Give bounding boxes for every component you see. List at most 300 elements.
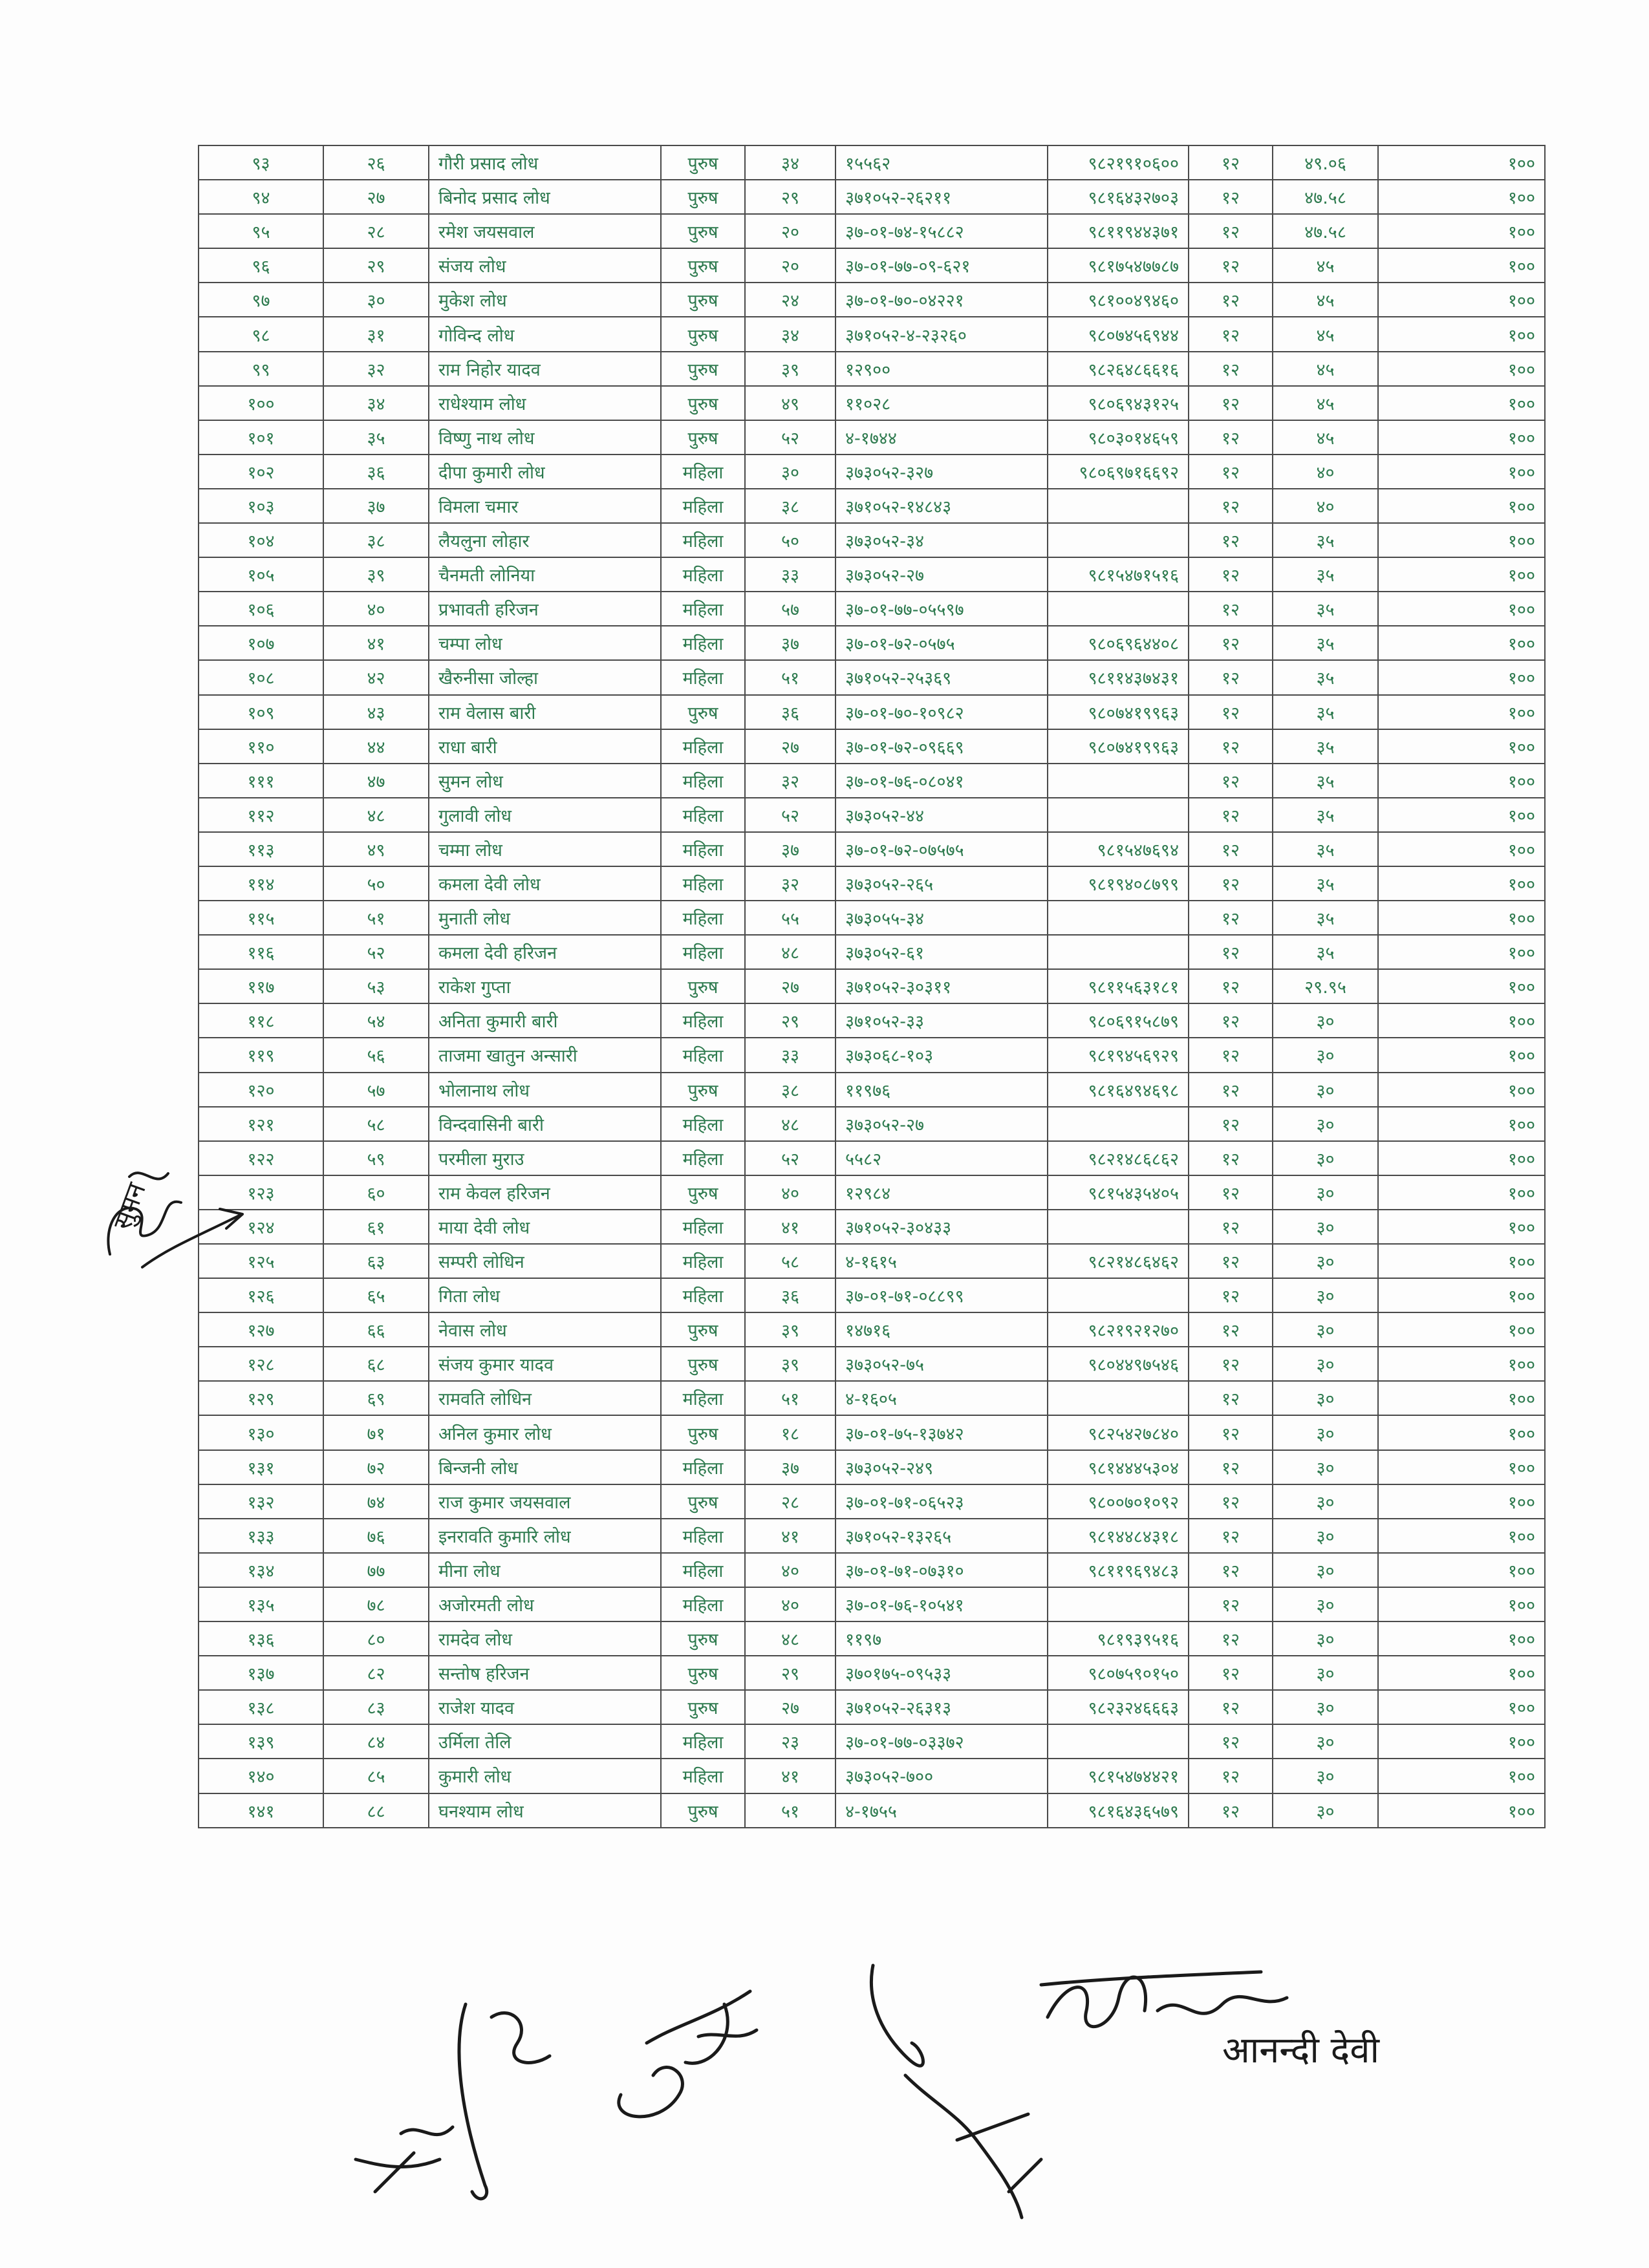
cell-name: दीपा कुमारी लोध [429,455,661,489]
cell-group: १२ [1189,1793,1273,1828]
signature-4 [1028,1940,1442,2082]
table-row [199,489,1545,523]
cell-phone: ९८०६९१५८७९ [1048,1003,1189,1038]
cell-serial: १३० [199,1415,323,1450]
cell-name: राज कुमार जयसवाल [429,1484,661,1519]
cell-score: ४० [1273,455,1378,489]
cell-name: राम केवल हरिजन [429,1175,661,1210]
cell-gender: महिला [661,866,745,901]
table-row [199,1553,1545,1587]
cell-name: मीना लोध [429,1553,661,1587]
cell-percent: १०० [1378,317,1545,351]
cell-serial: १३३ [199,1519,323,1553]
cell-serial: १०४ [199,523,323,557]
cell-group: १२ [1189,1278,1273,1312]
cell-serial: १२२ [199,1141,323,1175]
cell-percent: १०० [1378,557,1545,592]
cell-gender: पुरुष [661,248,745,283]
cell-name: घनश्याम लोध [429,1793,661,1828]
cell-group: १२ [1189,1244,1273,1278]
cell-citizenship: ३७१०५२-१३२६५ [835,1519,1048,1553]
cell-citizenship: ३७-०१-७१-०७३१० [835,1553,1048,1587]
cell-gender: पुरुष [661,969,745,1003]
cell-age: २० [745,248,835,283]
cell-name: रामवति लोधिन [429,1381,661,1415]
cell-roll: ७६ [323,1519,429,1553]
cell-age: ३६ [745,1278,835,1312]
cell-citizenship: ३७१०५२-२६३१३ [835,1690,1048,1724]
cell-phone: ९८१७५४७७८७ [1048,248,1189,283]
cell-group: १२ [1189,764,1273,798]
cell-percent: १०० [1378,626,1545,660]
cell-group: १२ [1189,489,1273,523]
table-row [199,557,1545,592]
cell-gender: पुरुष [661,317,745,351]
cell-roll: ५७ [323,1073,429,1107]
cell-age: ४० [745,1175,835,1210]
cell-gender: महिला [661,1553,745,1587]
cell-phone: ९८२६४८६६१६ [1048,352,1189,386]
cell-percent: १०० [1378,420,1545,455]
table-row [199,798,1545,832]
cell-phone: ९८०७४५६९४४ [1048,317,1189,351]
cell-percent: १०० [1378,798,1545,832]
cell-serial: १११ [199,764,323,798]
cell-name: माया देवी लोध [429,1210,661,1244]
cell-roll: ८४ [323,1724,429,1759]
cell-phone: ९८१४४८४३१८ [1048,1519,1189,1553]
cell-percent: १०० [1378,832,1545,866]
cell-percent: १०० [1378,1278,1545,1312]
cell-score: ३५ [1273,523,1378,557]
cell-phone [1048,764,1189,798]
cell-serial: १३२ [199,1484,323,1519]
cell-serial: ११८ [199,1003,323,1038]
cell-phone: ९८१६४३६५७९ [1048,1793,1189,1828]
cell-name: राम वेलास बारी [429,695,661,729]
cell-gender: महिला [661,1381,745,1415]
cell-group: १२ [1189,386,1273,420]
table-row [199,1381,1545,1415]
table-row [199,317,1545,351]
cell-citizenship: १२९८४ [835,1175,1048,1210]
cell-gender: महिला [661,798,745,832]
cell-name: राधेश्याम लोध [429,386,661,420]
cell-roll: ७१ [323,1415,429,1450]
cell-serial: ११० [199,729,323,764]
cell-percent: १०० [1378,1141,1545,1175]
cell-age: २४ [745,283,835,317]
cell-score: ४५ [1273,420,1378,455]
cell-roll: ६३ [323,1244,429,1278]
cell-percent: १०० [1378,1415,1545,1450]
cell-percent: १०० [1378,283,1545,317]
cell-age: ३९ [745,352,835,386]
cell-age: ३४ [745,145,835,180]
cell-serial: ९४ [199,180,323,214]
cell-percent: १०० [1378,1759,1545,1793]
cell-serial: १०९ [199,695,323,729]
cell-gender: महिला [661,1107,745,1141]
cell-age: २७ [745,729,835,764]
cell-age: ५१ [745,1381,835,1415]
table-row [199,1724,1545,1759]
cell-roll: ७७ [323,1553,429,1587]
cell-phone: ९८१५४७४४२१ [1048,1759,1189,1793]
cell-age: ५१ [745,1793,835,1828]
cell-name: रमेश जयसवाल [429,214,661,248]
cell-score: ३० [1273,1038,1378,1072]
cell-percent: १०० [1378,1312,1545,1347]
cell-group: १२ [1189,1759,1273,1793]
cell-group: १२ [1189,1003,1273,1038]
cell-roll: ८० [323,1621,429,1656]
cell-score: ३५ [1273,901,1378,935]
cell-citizenship: ३७१०५२-३०३११ [835,969,1048,1003]
cell-gender: महिला [661,660,745,694]
table-row [199,248,1545,283]
cell-gender: पुरुष [661,1484,745,1519]
cell-name: राजेश यादव [429,1690,661,1724]
cell-phone: ९८०४४९७५४६ [1048,1347,1189,1381]
cell-percent: १०० [1378,489,1545,523]
table-row [199,901,1545,935]
cell-score: ३० [1273,1690,1378,1724]
cell-percent: १०० [1378,969,1545,1003]
cell-gender: पुरुष [661,1073,745,1107]
cell-phone: ९८२३२४६६६३ [1048,1690,1189,1724]
table-row [199,1210,1545,1244]
cell-age: ५५ [745,901,835,935]
cell-age: २९ [745,1003,835,1038]
cell-gender: महिला [661,1141,745,1175]
table-row [199,1759,1545,1793]
cell-age: २८ [745,1484,835,1519]
cell-roll: ५१ [323,901,429,935]
table-row [199,592,1545,626]
cell-serial: ११६ [199,935,323,969]
cell-phone: ९८१००४९४६० [1048,283,1189,317]
cell-percent: १०० [1378,1519,1545,1553]
cell-gender: महिला [661,592,745,626]
cell-name: गोविन्द लोध [429,317,661,351]
table-row [199,1621,1545,1656]
cell-phone: ९८०७४१९९६३ [1048,729,1189,764]
cell-roll: ८८ [323,1793,429,1828]
cell-roll: ६० [323,1175,429,1210]
cell-gender: महिला [661,455,745,489]
cell-citizenship: ३७-०१-७७-०५५९७ [835,592,1048,626]
table-row [199,1038,1545,1072]
cell-score: ३५ [1273,557,1378,592]
cell-serial: १०१ [199,420,323,455]
cell-score: ३० [1273,1656,1378,1690]
cell-percent: १०० [1378,145,1545,180]
cell-roll: २७ [323,180,429,214]
cell-citizenship: ३७३०५५-३४ [835,901,1048,935]
cell-roll: ४० [323,592,429,626]
cell-group: १२ [1189,798,1273,832]
cell-roll: ५३ [323,969,429,1003]
cell-gender: पुरुष [661,145,745,180]
cell-serial: १३१ [199,1450,323,1484]
cell-citizenship: ३७३०५२-२७ [835,557,1048,592]
cell-percent: १०० [1378,1073,1545,1107]
cell-gender: पुरुष [661,1312,745,1347]
cell-serial: ९६ [199,248,323,283]
cell-name: ताजमा खातुन अन्सारी [429,1038,661,1072]
cell-group: १२ [1189,180,1273,214]
cell-phone [1048,1724,1189,1759]
cell-serial: १३७ [199,1656,323,1690]
cell-age: ३६ [745,695,835,729]
cell-roll: ३० [323,283,429,317]
cell-group: १२ [1189,1381,1273,1415]
cell-percent: १०० [1378,1450,1545,1484]
cell-group: १२ [1189,1656,1273,1690]
cell-phone: ९८११९६९४८३ [1048,1553,1189,1587]
cell-percent: १०० [1378,1484,1545,1519]
cell-roll: ३५ [323,420,429,455]
cell-name: संजय लोध [429,248,661,283]
cell-citizenship: ३७१०५२-१४८४३ [835,489,1048,523]
cell-phone: ९८१६४९४६९८ [1048,1073,1189,1107]
cell-score: २९.९५ [1273,969,1378,1003]
cell-group: १२ [1189,1484,1273,1519]
cell-score: ४५ [1273,283,1378,317]
cell-phone: ९८२१४८६८६२ [1048,1141,1189,1175]
cell-serial: १२६ [199,1278,323,1312]
cell-percent: १०० [1378,1690,1545,1724]
cell-citizenship: ४-१६०५ [835,1381,1048,1415]
cell-score: ३० [1273,1793,1378,1828]
cell-serial: १०३ [199,489,323,523]
cell-name: बिनोद प्रसाद लोध [429,180,661,214]
cell-serial: १३५ [199,1587,323,1621]
table-row [199,352,1545,386]
margin-note: सुमन [107,1179,152,1234]
cell-group: १२ [1189,145,1273,180]
cell-percent: १०० [1378,1210,1545,1244]
cell-group: १२ [1189,660,1273,694]
table-row [199,420,1545,455]
cell-citizenship: ३७-०१-७७-०३३७२ [835,1724,1048,1759]
cell-roll: ६८ [323,1347,429,1381]
cell-score: ३५ [1273,935,1378,969]
cell-phone: ९८१५४३५४०५ [1048,1175,1189,1210]
table-row [199,1347,1545,1381]
cell-score: ३५ [1273,764,1378,798]
cell-serial: ११७ [199,969,323,1003]
cell-serial: १२४ [199,1210,323,1244]
cell-age: ४१ [745,1759,835,1793]
cell-citizenship: ४-१६१५ [835,1244,1048,1278]
cell-serial: १०० [199,386,323,420]
table-body [199,145,1545,1828]
cell-age: ४० [745,1587,835,1621]
cell-phone [1048,1278,1189,1312]
cell-citizenship: ३७३०५२-२६५ [835,866,1048,901]
cell-name: परमीला मुराउ [429,1141,661,1175]
table-row [199,455,1545,489]
cell-age: ३३ [745,1038,835,1072]
cell-citizenship: ३७१०५२-४-२३२६० [835,317,1048,351]
cell-phone: ९८११४३७४३१ [1048,660,1189,694]
cell-group: १२ [1189,1038,1273,1072]
cell-group: १२ [1189,523,1273,557]
cell-serial: १३९ [199,1724,323,1759]
cell-citizenship: ३७-०१-७७-०९-६२१ [835,248,1048,283]
table-row [199,729,1545,764]
cell-citizenship: ३७३०५२-४४ [835,798,1048,832]
cell-group: १२ [1189,317,1273,351]
cell-roll: ५८ [323,1107,429,1141]
table-row [199,1107,1545,1141]
cell-percent: १०० [1378,352,1545,386]
cell-percent: १०० [1378,214,1545,248]
cell-serial: १२८ [199,1347,323,1381]
cell-citizenship: ३७-०१-७१-०८८९९ [835,1278,1048,1312]
cell-group: १२ [1189,283,1273,317]
cell-group: १२ [1189,214,1273,248]
cell-serial: ११३ [199,832,323,866]
cell-gender: पुरुष [661,1621,745,1656]
table-row [199,1415,1545,1450]
cell-age: ५२ [745,420,835,455]
cell-age: ३७ [745,626,835,660]
cell-percent: १०० [1378,523,1545,557]
cell-name: खैरुनीसा जोल्हा [429,660,661,694]
cell-roll: ३८ [323,523,429,557]
table-row [199,1141,1545,1175]
cell-age: ४९ [745,386,835,420]
cell-gender: पुरुष [661,352,745,386]
cell-group: १२ [1189,248,1273,283]
cell-percent: १०० [1378,866,1545,901]
cell-name: भोलानाथ लोध [429,1073,661,1107]
cell-roll: २९ [323,248,429,283]
cell-gender: पुरुष [661,386,745,420]
cell-roll: ७४ [323,1484,429,1519]
cell-group: १२ [1189,901,1273,935]
cell-citizenship: ३७-०१-७५-१३७४२ [835,1415,1048,1450]
cell-gender: महिला [661,1759,745,1793]
cell-age: ३९ [745,1347,835,1381]
cell-name: संजय कुमार यादव [429,1347,661,1381]
cell-phone [1048,935,1189,969]
cell-citizenship: ३७-०१-७२-०७५७५ [835,832,1048,866]
cell-percent: १०० [1378,764,1545,798]
cell-name: गौरी प्रसाद लोध [429,145,661,180]
cell-gender: महिला [661,901,745,935]
cell-age: ४० [745,1553,835,1587]
cell-gender: महिला [661,1003,745,1038]
cell-score: ३५ [1273,592,1378,626]
cell-roll: ४७ [323,764,429,798]
cell-serial: ११५ [199,901,323,935]
cell-gender: पुरुष [661,1175,745,1210]
cell-serial: ९७ [199,283,323,317]
cell-roll: ४२ [323,660,429,694]
cell-percent: १०० [1378,660,1545,694]
cell-citizenship: १५५६२ [835,145,1048,180]
cell-age: ३९ [745,1312,835,1347]
cell-name: कमला देवी लोध [429,866,661,901]
cell-group: १२ [1189,695,1273,729]
table-row [199,1793,1545,1828]
cell-name: विष्णु नाथ लोध [429,420,661,455]
cell-age: २९ [745,1656,835,1690]
cell-gender: महिला [661,764,745,798]
cell-score: ३० [1273,1141,1378,1175]
cell-name: विन्दवासिनी बारी [429,1107,661,1141]
cell-group: १२ [1189,626,1273,660]
cell-phone: ९८०७५९०१५० [1048,1656,1189,1690]
cell-roll: ५६ [323,1038,429,1072]
cell-score: ३० [1273,1484,1378,1519]
cell-citizenship: ३७३०५२-६१ [835,935,1048,969]
cell-age: ५८ [745,1244,835,1278]
cell-percent: १०० [1378,248,1545,283]
cell-phone: ९८११५६३१८१ [1048,969,1189,1003]
cell-name: अनिता कुमारी बारी [429,1003,661,1038]
cell-age: ३२ [745,866,835,901]
cell-roll: ६५ [323,1278,429,1312]
cell-age: २९ [745,180,835,214]
cell-gender: महिला [661,523,745,557]
cell-score: ४० [1273,489,1378,523]
cell-gender: महिला [661,489,745,523]
cell-roll: ८५ [323,1759,429,1793]
cell-gender: पुरुष [661,1347,745,1381]
table-row [199,866,1545,901]
cell-serial: १२५ [199,1244,323,1278]
cell-age: ३८ [745,489,835,523]
cell-score: ३५ [1273,798,1378,832]
cell-gender: पुरुष [661,420,745,455]
cell-score: ३० [1273,1553,1378,1587]
cell-age: ४८ [745,1107,835,1141]
cell-percent: १०० [1378,455,1545,489]
cell-gender: महिला [661,626,745,660]
cell-serial: ९५ [199,214,323,248]
cell-phone [1048,1210,1189,1244]
cell-gender: पुरुष [661,283,745,317]
cell-citizenship: ३७१०५२-३०४३३ [835,1210,1048,1244]
table-row [199,214,1545,248]
cell-gender: महिला [661,1519,745,1553]
table-row [199,935,1545,969]
table-row [199,1587,1545,1621]
cell-gender: पुरुष [661,1793,745,1828]
cell-score: ४७.५८ [1273,214,1378,248]
cell-serial: ११९ [199,1038,323,1072]
table-row [199,695,1545,729]
cell-roll: ४३ [323,695,429,729]
cell-gender: महिला [661,1038,745,1072]
cell-gender: पुरुष [661,180,745,214]
table-row [199,1278,1545,1312]
cell-name: लैयलुना लोहार [429,523,661,557]
cell-score: ३० [1273,1415,1378,1450]
cell-citizenship: ३७-०१-७४-१५८८२ [835,214,1048,248]
cell-roll: ५२ [323,935,429,969]
signature-3 [847,1946,1054,2231]
cell-score: ३० [1273,1519,1378,1553]
cell-serial: ११४ [199,866,323,901]
cell-group: १२ [1189,455,1273,489]
cell-citizenship: ११९७६ [835,1073,1048,1107]
